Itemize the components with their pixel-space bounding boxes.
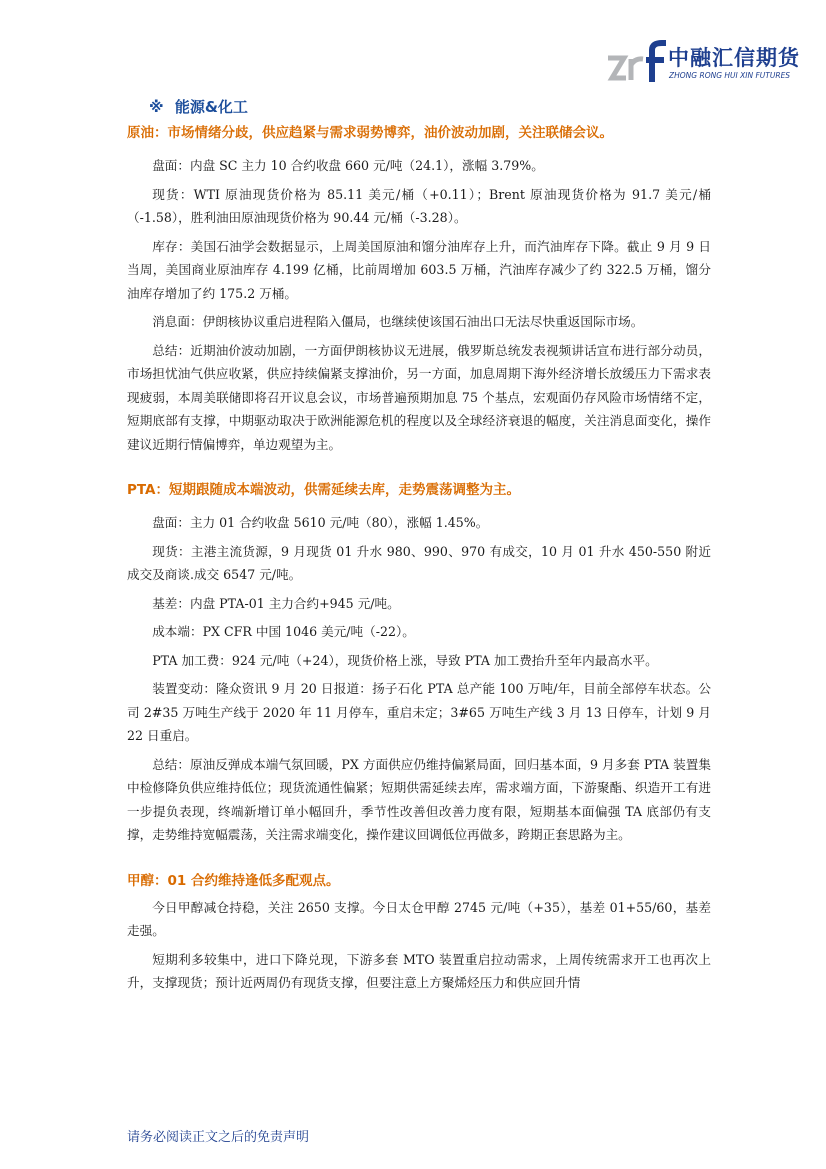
paragraph: 现货：主港主流货源，9 月现货 01 升水 980、990、970 有成交，10 月 01 升水 450-550 附近成交及商谈.成交 6547 元/吨。: [127, 543, 711, 582]
paragraph: 库存：美国石油学会数据显示，上周美国原油和馏分油库存上升，而汽油库存下降。截止 9 月 9 日当周，美国商业原油库存 4.199 亿桶，比前周增加 603.5 万桶，汽油库存减少了约 322.5 万桶，馏分油库存增加了约 175.2 万桶。: [127, 238, 711, 301]
report-content: [127, 96, 711, 1000]
logo-name-cn: 中融汇信期货: [668, 46, 800, 70]
paragraph: 盘面：主力 01 合约收盘 5610 元/吨（80），涨幅 1.45%。: [152, 515, 489, 530]
section-title: [149, 96, 711, 118]
paragraph: 装置变动：隆众资讯 9 月 20 日报道：扬子石化 PTA 总产能 100 万吨/年，目前全部停车状态。公司 2#35 万吨生产线于 2020 年 11 月停车，重启未定；3#65 万吨生产线 3 月 13 日停车，计划 9 月 22 日重启。: [127, 681, 711, 743]
logo-name-en: ZHONG RONG HUI XIN FUTURES: [669, 71, 791, 80]
company-logo: [606, 40, 798, 86]
paragraph: 短期利多较集中，进口下降兑现，下游多套 MTO 装置重启拉动需求，上周传统需求开工也再次上升，支撑现货；预计近两周仍有现货支撑，但要注意上方聚烯烃压力和供应回升情: [127, 951, 711, 990]
block-heading: 甲醇：01 合约维持逢低多配观点。: [127, 872, 340, 889]
section-title-text: 能源&化工: [174, 98, 248, 116]
paragraph: 总结：原油反弹成本端气氛回暖，PX 方面供应仍维持偏紧局面，回归基本面，9 月多套 PTA 装置集中检修降负供应维持低位；现货流通性偏紧；短期供需延续去库，需求端方面，下游聚酯、织造开工有进一步提负表现，终端新增订单小幅回升，季节性改善但改善力度有限，短期基本面偏强 TA 底部仍有支撑，走势维持宽幅震荡，关注需求端变化，操作建议回调低位再做多，跨期正套思路为主。: [127, 756, 711, 842]
section-symbol: ※: [149, 98, 164, 116]
paragraph: 今日甲醇减仓持稳，关注 2650 支撑。今日太仓甲醇 2745 元/吨（+35），基差 01+55/60，基差走强。: [127, 899, 711, 938]
block-crude-oil: [127, 122, 711, 456]
paragraph: 盘面：内盘 SC 主力 10 合约收盘 660 元/吨（24.1），涨幅 3.79%。: [152, 158, 544, 173]
paragraph: 现货：WTI 原油现货价格为 85.11 美元/桶（+0.11）；Brent 原油现货价格为 91.7 美元/桶（-1.58），胜利油田原油现货价格为 90.44 元/桶（-3.28）。: [127, 186, 711, 225]
paragraph: 消息面：伊朗核协议重启进程陷入僵局，也继续使该国石油出口无法尽快重返国际市场。: [152, 314, 644, 329]
paragraph: 成本端：PX CFR 中国 1046 美元/吨（-22）。: [152, 624, 415, 639]
block-methanol: [127, 870, 711, 995]
zrf-logo-mark-icon: [606, 40, 668, 86]
paragraph: PTA 加工费：924 元/吨（+24），现货价格上涨，导致 PTA 加工费抬升至年内最高水平。: [152, 652, 658, 668]
block-heading: PTA：短期跟随成本端波动，供需延续去库，走势震荡调整为主。: [127, 482, 521, 498]
paragraph: 总结：近期油价波动加剧，一方面伊朗核协议无进展，俄罗斯总统发表视频讲话宣布进行部分动员，市场担忧油气供应收紧，供应持续偏紧支撑油价，另一方面，加息周期下海外经济增长放缓压力下需求表现疲弱，本周美联储即将召开议息会议，市场普遍预期加息 75 个基点，宏观面仍存风险市场情绪不定，短期底部有支撑，中期驱动取决于欧洲能源危机的程度以及全球经济衰退的幅度，关注消息面变化，操作建议近期行情偏博弈，单边观望为主。: [127, 342, 711, 452]
block-pta: [127, 479, 711, 847]
paragraph: 基差：内盘 PTA-01 主力合约+945 元/吨。: [152, 595, 400, 611]
block-heading: 原油：市场情绪分歧，供应趋紧与需求弱势博弈，油价波动加剧，关注联储会议。: [127, 125, 613, 141]
disclaimer-footer: 请务必阅读正文之后的免责声明: [127, 1130, 310, 1145]
